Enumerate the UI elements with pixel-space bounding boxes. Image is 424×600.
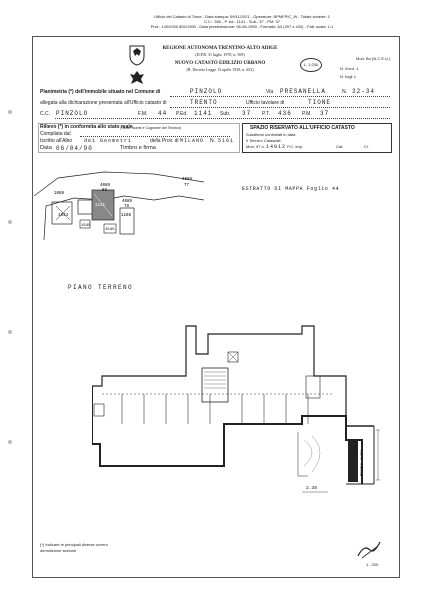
riservato-line-2: Il Tecnico Catastale — [246, 138, 281, 143]
ped-label: P.Ed. — [176, 111, 188, 117]
cadastral-ids-row — [40, 111, 392, 117]
map-label: 1544 — [58, 214, 69, 218]
ramp-label: Posto auto — [360, 449, 365, 476]
dimension-right: 5.20 — [354, 444, 359, 456]
ped-value: 1141 — [194, 110, 213, 117]
prov-value: MILANO — [180, 138, 205, 144]
map-label: 1545 — [81, 224, 91, 228]
sub-value: 37 — [242, 110, 252, 117]
civic-value: 32-34 — [352, 88, 376, 95]
ufficio-value: TRENTO — [190, 99, 218, 106]
footer-scale: 1 : 200 — [366, 562, 379, 567]
map-label: 1089 — [54, 192, 65, 196]
mod-label: Mod. 97 n. — [246, 144, 265, 149]
allegata-underline — [170, 107, 390, 108]
planimetry-label: Planimetria (*) dell'immobile situato nel Comune di — [40, 89, 161, 95]
sheet-count: N. fogli 1 — [340, 74, 357, 80]
map-label: 1141 — [95, 204, 106, 208]
prov-n-value: 5161 — [218, 138, 235, 144]
form-code: Mod. Bn (N.C.E.U.) — [356, 56, 391, 61]
civic-label: N. — [342, 89, 347, 95]
scale-badge: L. 1:200 — [300, 58, 322, 72]
pm-label: P.M. — [302, 111, 312, 117]
via-label: Via — [266, 89, 274, 95]
cl-label: Cl. — [364, 144, 369, 149]
stair-core — [202, 368, 228, 402]
footer-note-1: (*) Indicare le principali diverse ovvero — [40, 542, 108, 547]
planimetry-underline — [170, 96, 390, 97]
comune-value: PINZOLO — [190, 88, 223, 95]
mod-value: 14012 — [266, 144, 287, 150]
prov-n-label: N. — [210, 138, 215, 144]
albo-value: dei Geometri — [84, 138, 133, 144]
stamp-line-2: C.C.: 280 - P. ed.: 1141 - Sub.: 37 - PM: 37 — [204, 19, 280, 24]
fm-label: F.M. — [138, 111, 148, 117]
office-title: NUOVO CATASTO EDILIZIO URBANO — [174, 61, 266, 66]
eagle-icon — [128, 68, 146, 88]
pm-value: 37 — [320, 110, 330, 117]
planimetry-row — [40, 89, 392, 95]
coat-of-arms-icon — [128, 44, 146, 66]
map-label: 1545 — [105, 228, 115, 232]
print-stamp — [92, 14, 392, 29]
timbro-label: Timbro e firma — [120, 145, 156, 151]
data-value: 06/04/90 — [56, 145, 93, 152]
map-parcel-1089 — [52, 202, 72, 224]
map-extract — [34, 160, 204, 246]
albo-row — [40, 138, 240, 144]
prov-label: della Prov. di — [150, 138, 179, 144]
fm-value: 44 — [158, 110, 168, 117]
data-label: Data — [40, 145, 52, 151]
pt-label: P.T. — [262, 111, 270, 117]
stamp-line-1: Ufficio del Catasto di Tione - Data stampa: 09/11/2021 - Operatore: BPMFPIC_W - Totale schede: 1 — [154, 14, 330, 19]
riservato-line-3 — [246, 144, 390, 150]
ids-underline — [55, 118, 390, 119]
sign-caption: (Titolo, Nome e Cognome del Tecnico) — [120, 126, 182, 130]
map-label: 83 — [102, 189, 108, 193]
cc-value: PINZOLO — [56, 110, 89, 117]
map-label: 78 — [124, 205, 130, 209]
tavolare-value: TIONE — [308, 99, 332, 106]
dimension-bottom: 2.38 — [306, 486, 318, 491]
map-label: 4089 — [122, 200, 133, 204]
footer-note-2: demolizione sezione — [40, 548, 77, 553]
map-label: 1188 — [121, 214, 132, 218]
map-parcel-1188 — [120, 208, 134, 234]
map-label: 4089 — [100, 184, 111, 188]
iscritto-label: Iscritto all'Albo — [40, 138, 73, 144]
riservato-title: SPAZIO RISERVATO ALL'UFFICIO CATASTO — [250, 125, 355, 131]
pt-value: 436 — [278, 110, 292, 117]
office-law: (R. Decreto Legge 13 aprile 1939, n. 652) — [186, 67, 254, 72]
header-block — [150, 46, 290, 72]
sheet-number: N. d'ord. 1 — [340, 66, 360, 72]
riservato-line-1: Subalterni controllati in data — [246, 132, 296, 137]
region-title: REGIONE AUTONOMA TRENTINO-ALTO ADIGE — [162, 46, 278, 51]
cc-label: C.C. — [40, 111, 50, 117]
cat-label: Cat. — [336, 144, 344, 149]
via-value: PRESANELLA — [280, 88, 327, 95]
compilata-underline — [80, 136, 230, 137]
stamp-line-3: Prot.: 140/2000 800/1990 - Data presentazione: 06-06-1990 - Formato: A3 (297 x 420) - Fatt. scala: 1:1 — [150, 24, 334, 29]
plan-title: PIANO TERRENO — [68, 284, 134, 291]
signature-mark-icon — [356, 540, 382, 560]
data-row — [40, 145, 240, 152]
region-law: (D.P.R. 31 luglio 1978, n. 569) — [195, 52, 245, 57]
map-label: 4089 — [182, 178, 193, 182]
mod-rest: P.C. imp. — [287, 144, 304, 149]
sub-label: Sub. — [220, 111, 231, 117]
map-caption: ESTRATTO DI MAPPA Foglio 44 — [242, 186, 340, 192]
compilata-label: Compilata dal — [40, 131, 71, 137]
rilievo-title: Rilievo (*) in conformita allo stato reale — [40, 124, 133, 130]
allegata-row — [40, 100, 392, 106]
map-label: 77 — [184, 184, 190, 188]
tavolare-label: Ufficio tavolare di — [246, 100, 285, 106]
allegata-label: allegata alla dichiarazione presentata all'Ufficio catasto di — [40, 100, 167, 106]
floor-plan — [92, 316, 382, 502]
